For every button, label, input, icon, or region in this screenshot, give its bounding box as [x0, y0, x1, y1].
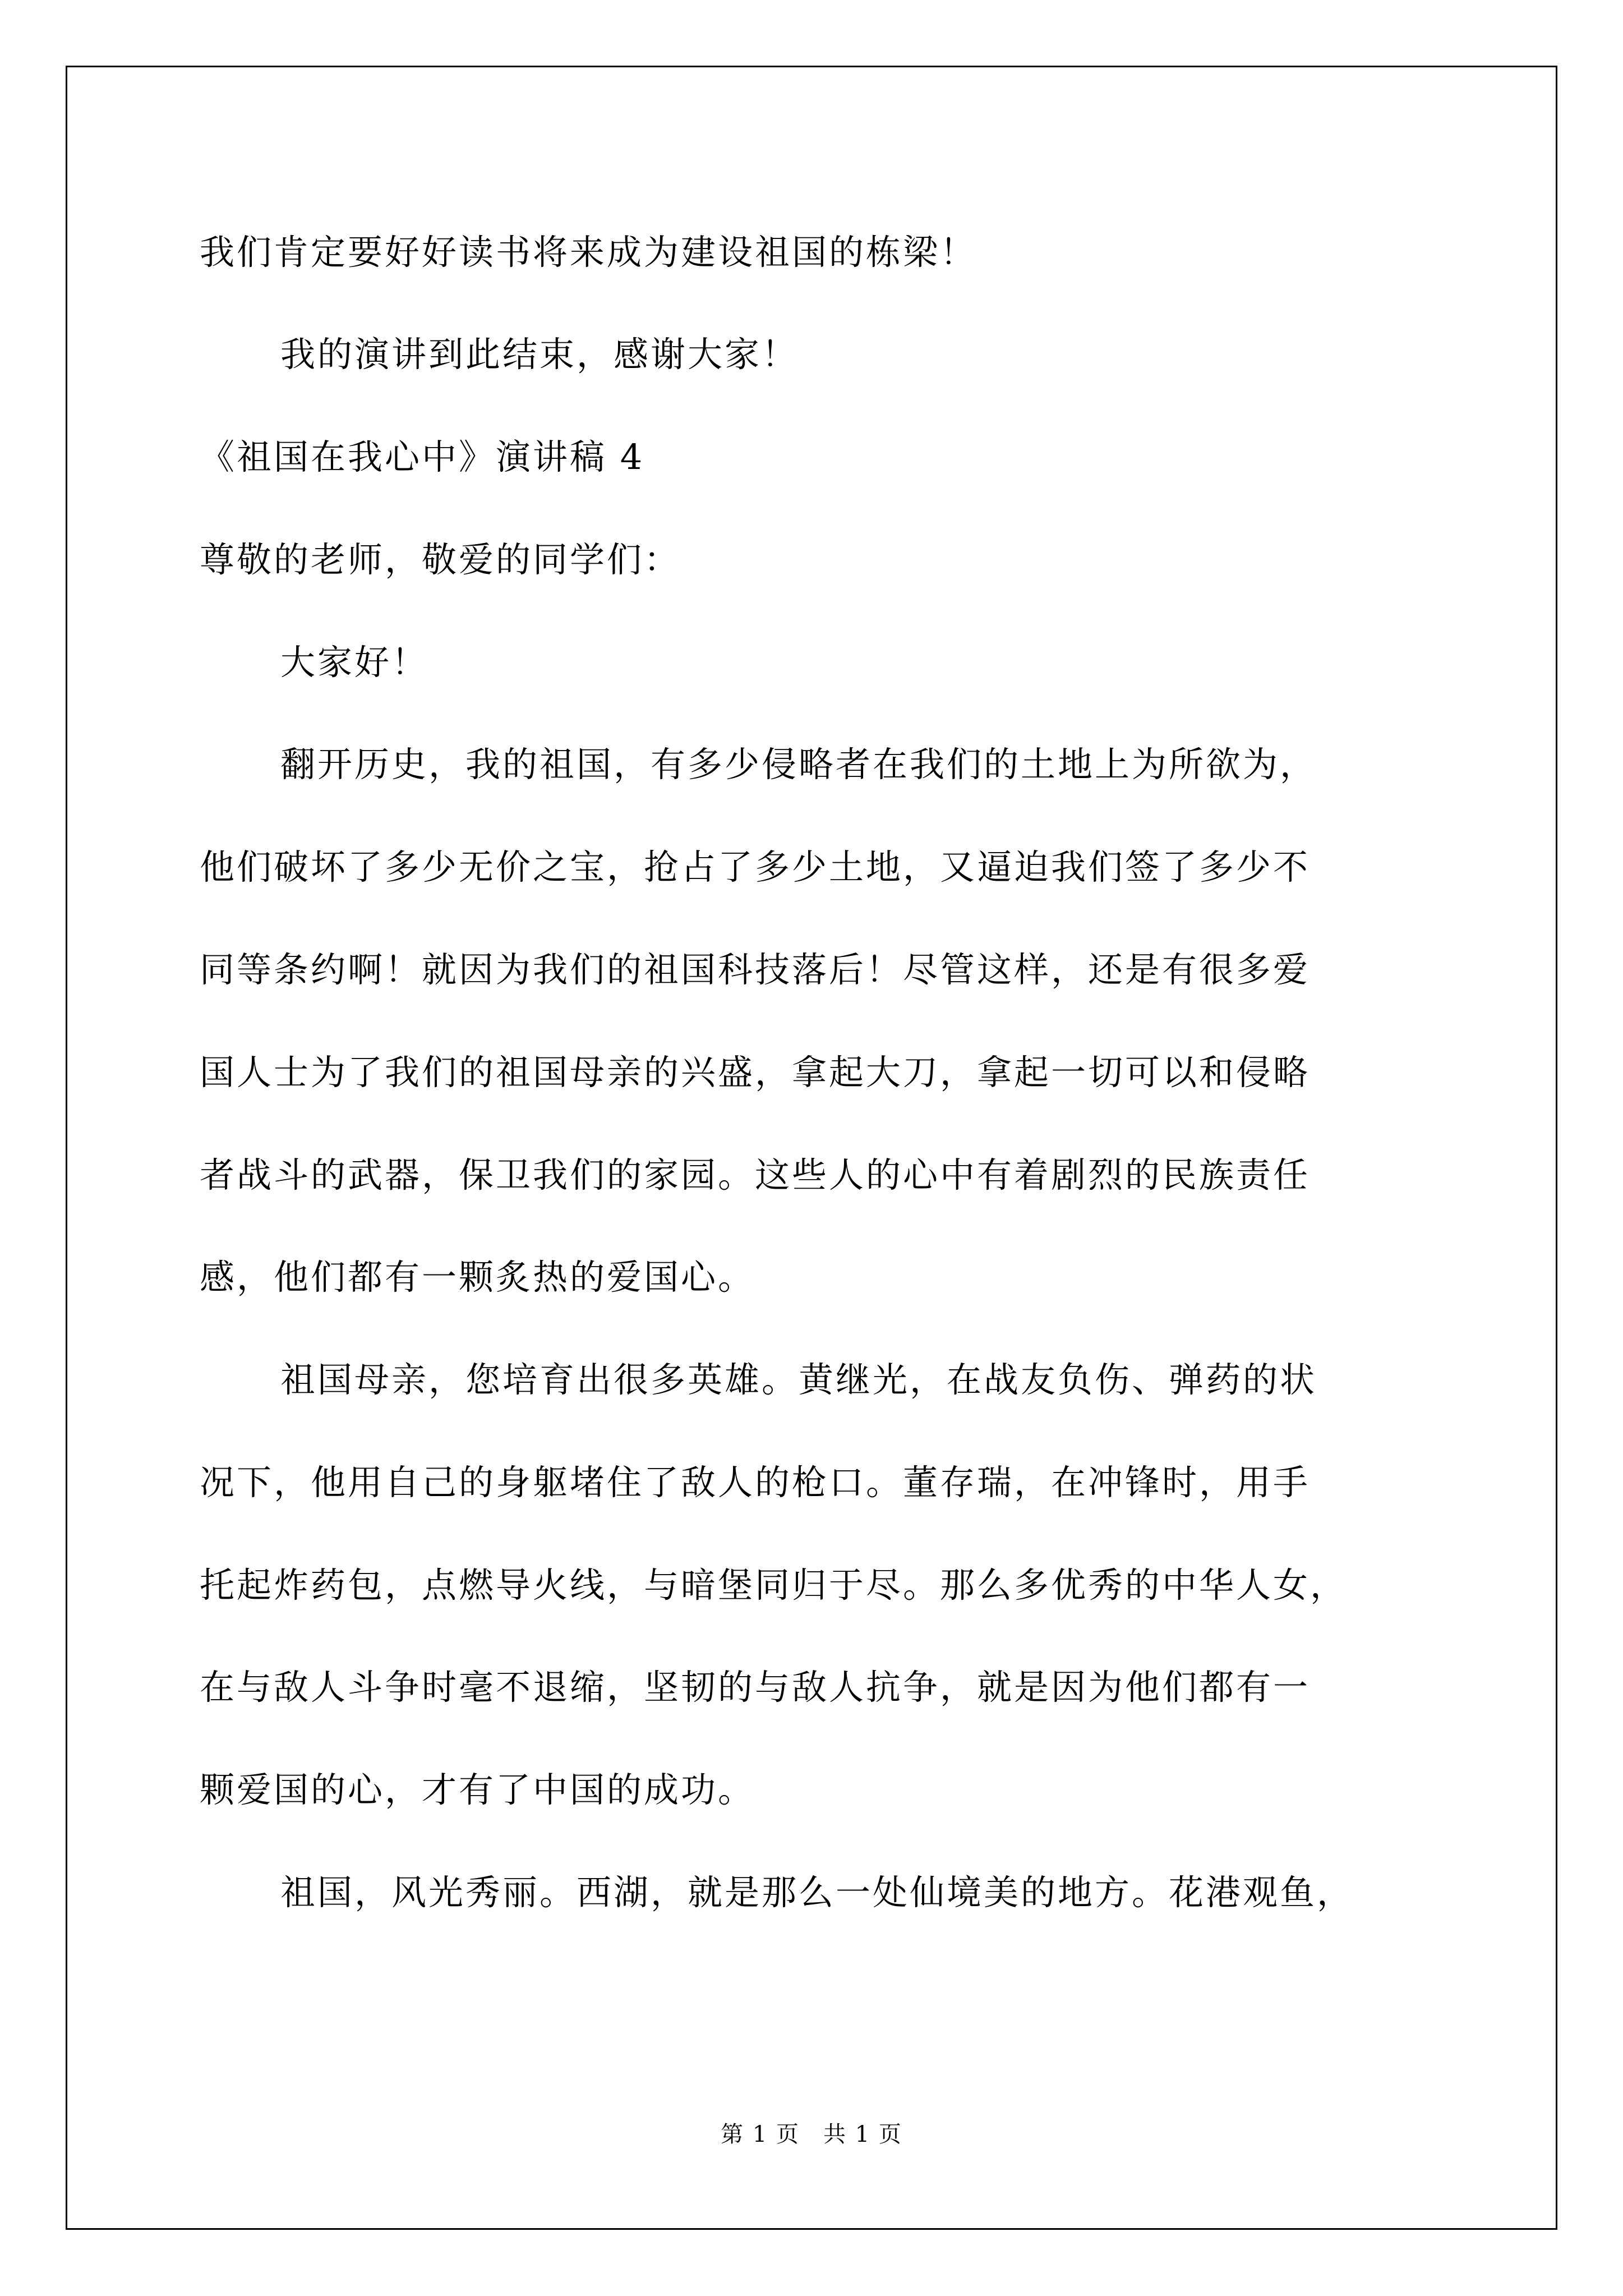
paragraph-line: 况下，他用自己的身躯堵住了敌人的枪口。董存瑞，在冲锋时，用手 — [200, 1462, 1311, 1503]
paragraph-line: 在与敌人斗争时毫不退缩，坚韧的与敌人抗争，就是因为他们都有一 — [200, 1667, 1311, 1708]
paragraph-line: 颗爱国的心，才有了中国的成功。 — [200, 1769, 755, 1810]
page-footer: 第 1 页 共 1 页 — [721, 2122, 902, 2147]
salutation: 尊敬的老师，敬爱的同学们： — [200, 539, 681, 580]
paragraph-line: 托起炸药包，点燃导火线，与暗堡同归于尽。那么多优秀的中华人女， — [200, 1565, 1348, 1605]
paragraph-line: 我们肯定要好好读书将来成为建设祖国的栋梁！ — [200, 232, 978, 273]
paragraph-line: 国人士为了我们的祖国母亲的兴盛，拿起大刀，拿起一切可以和侵略 — [200, 1052, 1311, 1093]
paragraph-line: 者战斗的武器，保卫我们的家园。这些人的心中有着剧烈的民族责任 — [200, 1154, 1311, 1195]
paragraph-line: 感，他们都有一颗炙热的爱国心。 — [200, 1257, 755, 1297]
section-title: 《祖国在我心中》演讲稿 4 — [200, 436, 645, 477]
paragraph-line: 翻开历史，我的祖国，有多少侵略者在我们的土地上为所欲为， — [280, 744, 1317, 785]
paragraph-line: 祖国母亲，您培育出很多英雄。黄继光，在战友负伤、弹药的状 — [280, 1359, 1317, 1400]
greeting: 大家好！ — [280, 642, 429, 683]
paragraph-line: 同等条约啊！就因为我们的祖国科技落后！尽管这样，还是有很多爱 — [200, 949, 1311, 990]
paragraph-line: 祖国，风光秀丽。西湖，就是那么一处仙境美的地方。花港观鱼， — [280, 1872, 1354, 1913]
paragraph-line: 我的演讲到此结束，感谢大家！ — [280, 334, 799, 375]
paragraph-line: 他们破坏了多少无价之宝，抢占了多少土地，又逼迫我们签了多少不 — [200, 846, 1311, 887]
